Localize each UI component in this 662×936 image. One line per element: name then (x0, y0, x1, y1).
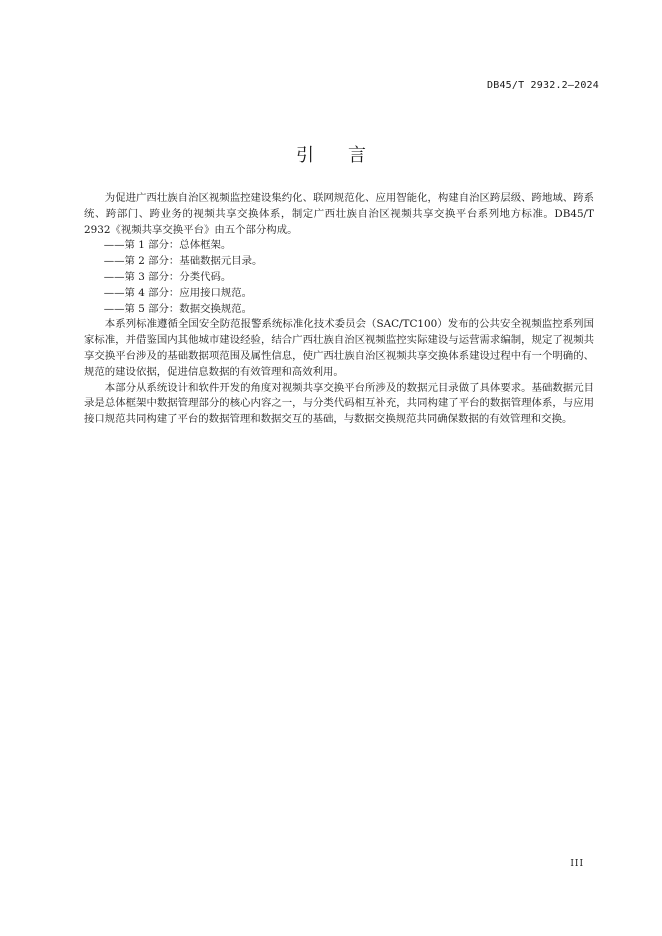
part-list-item: ——第 2 部分：基础数据元目录。 (103, 255, 263, 268)
page-number: III (570, 859, 584, 869)
part-list-item: ——第 5 部分：数据交换规范。 (103, 302, 253, 315)
part-list-item: ——第 4 部分：应用接口规范。 (103, 286, 253, 299)
basis-paragraph: 本系列标准遵循全国安全防范报警系统标准化技术委员会（SAC/TC100）发布的公共安全视频监控系列国家标准，并借鉴国内其他城市建设经验，结合广西壮族自治区视频监控实际建设与运营需求编制，规定了视频共享交换平台涉及的基础数据项范围及属性信息，使广西壮族自治区视频共享交换体系建设过程中有一个明确的、规范的建设依据，促进信息数据的有效管理和高效利用。 (84, 318, 594, 378)
page-title: 引言 (296, 145, 400, 166)
introduction-body (84, 191, 594, 428)
part-list-item: ——第 1 部分：总体框架。 (103, 239, 232, 252)
part-list-item: ——第 3 部分：分类代码。 (103, 270, 232, 283)
document-code: DB45/T 2932.2—2024 (487, 80, 599, 91)
intro-paragraph: 为促进广西壮族自治区视频监控建设集约化、联网规范化、应用智能化，构建自治区跨层级、跨地域、跨系统、跨部门、跨业务的视频共享交换体系，制定广西壮族自治区视频共享交换平台系列地方标准。DB45/T 2932《视频共享交换平台》由五个部分构成。 (84, 192, 594, 236)
scope-paragraph: 本部分从系统设计和软件开发的角度对视频共享交换平台所涉及的数据元目录做了具体要求。基础数据元目录是总体框架中数据管理部分的核心内容之一，与分类代码相互补充，共同构建了平台的数据管理体系，与应用接口规范共同构建了平台的数据管理和数据交互的基础，与数据交换规范共同确保数据的有效管理和交换。 (84, 381, 594, 426)
